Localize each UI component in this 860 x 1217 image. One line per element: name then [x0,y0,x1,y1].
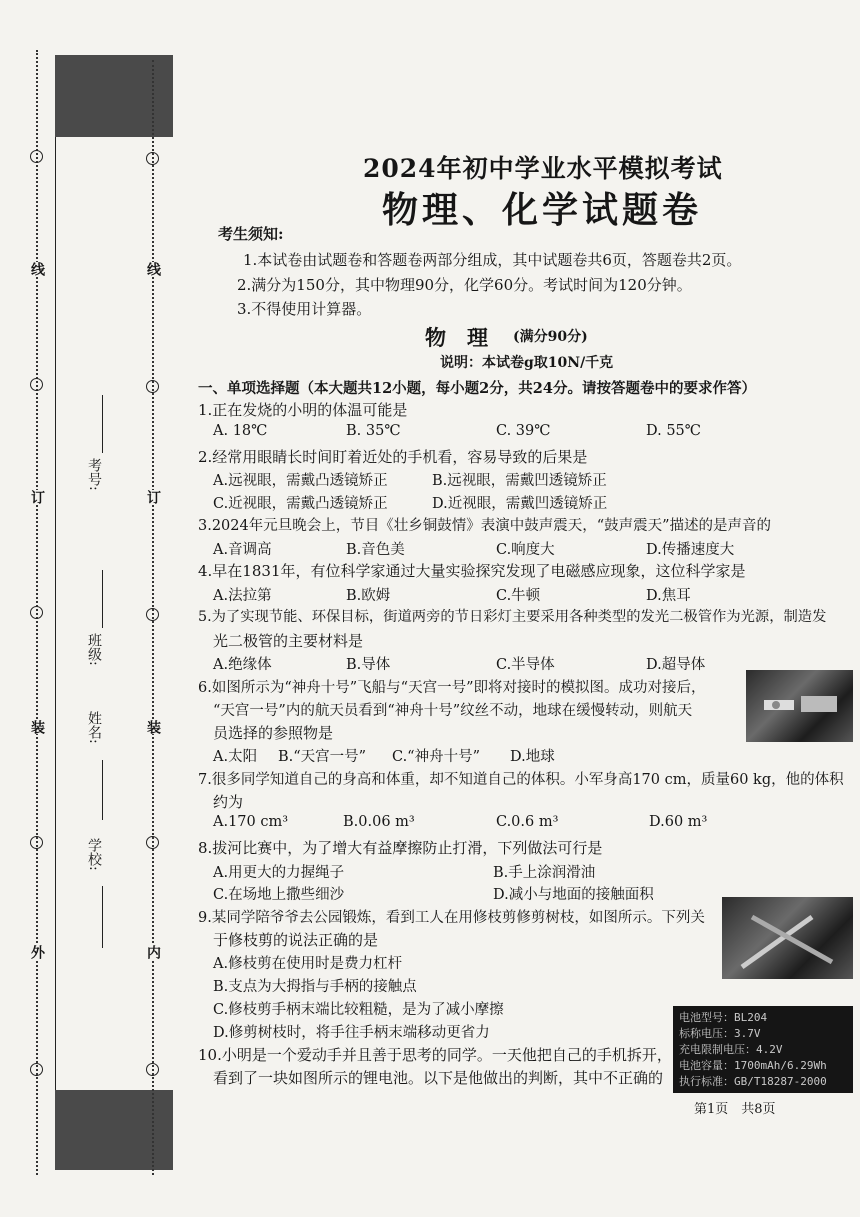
lithium-battery-label [673,1006,853,1093]
binding-hole [146,608,159,621]
q9-option-a: A.修枝剪在使用时是费力杠杆 [213,956,403,972]
q7-option-a: A.170 cm³ [213,814,289,830]
binding-border [55,137,56,1090]
outer-mark-ding: 订 [29,490,45,504]
q4-option-d: D.焦耳 [646,588,691,604]
inner-mark-xian: 线 [145,262,161,276]
inner-mark-zhuang: 装 [145,720,161,734]
q1-option-c: C. 39℃ [496,423,551,439]
question-3-stem: 3.2024年元旦晚会上，节目《壮乡铜鼓情》表演中鼓声震天，“鼓声震天”描述的是声音的 [198,518,772,534]
q2-option-c: C.近视眼，需戴凸透镜矫正 [213,496,388,512]
pruning-shears-icon [722,897,853,979]
physics-heading: 物 理 [425,325,488,350]
name-label: 姓名: [86,711,102,744]
physics-score: (满分90分) [513,329,588,345]
page-number: 第1页 共8页 [694,1102,776,1117]
name-field[interactable] [102,760,103,820]
q9-option-b: B.支点为大拇指与手柄的接触点 [213,979,417,995]
q6-option-c: C.“神舟十号” [392,749,481,765]
q2-option-d: D.近视眼，需戴凹透镜矫正 [432,496,608,512]
q9-option-c: C.修枝剪手柄末端比较粗糙，是为了减小摩擦 [213,1002,504,1018]
pruning-shears-image [722,897,853,979]
outer-mark-wai: 外 [29,945,45,959]
spacecraft-icon [746,670,853,742]
q7-option-c: C.0.6 m³ [496,814,559,830]
binding-hole [146,836,159,849]
q3-option-b: B.音色美 [346,542,405,558]
inner-mark-nei: 内 [145,945,161,959]
section-heading: 一、单项选择题（本大题共12小题，每小题2分，共24分。请按答题卷中的要求作答） [198,380,756,397]
question-5-stem: 5.为了实现节能、环保目标，街道两旁的节日彩灯主要采用各种类型的发光二极管作为光源，制造发 [198,609,827,625]
question-1-stem: 1.正在发烧的小明的体温可能是 [198,401,408,419]
class-field[interactable] [102,570,103,628]
question-4-stem: 4.早在1831年，有位科学家通过大量实验探究发现了电磁感应现象，这位科学家是 [198,562,746,580]
q4-option-a: A.法拉第 [213,588,272,604]
battery-line-5: 执行标准：GB/T18287-2000 [679,1075,827,1088]
binding-hole [146,152,159,165]
school-label: 学校: [86,838,102,871]
exam-number-label: 考号: [86,458,102,491]
spacecraft-docking-image [746,670,853,742]
binding-hole [30,150,43,163]
q5-option-d: D.超导体 [646,657,706,673]
q2-option-a: A.远视眼，需戴凸透镜矫正 [213,473,388,489]
question-5-stem-2: 光二极管的主要材料是 [213,632,364,650]
battery-line-2: 标称电压：3.7V [679,1027,761,1040]
question-10-stem-2: 看到了一块如图所示的锂电池。以下是他做出的判断，其中不正确的 [213,1069,664,1087]
school-field[interactable] [102,886,103,948]
q4-option-b: B.欧姆 [346,588,391,604]
q3-option-d: D.传播速度大 [646,542,735,558]
q4-option-c: C.牛顿 [496,588,541,604]
q2-option-b: B.远视眼，需戴凹透镜矫正 [432,473,607,489]
q7-option-b: B.0.06 m³ [343,814,415,830]
q9-option-d: D.修剪树枝时，将手往手柄末端移动更省力 [213,1025,490,1041]
binding-hole [30,1063,43,1076]
battery-line-1: 电池型号：BL204 [679,1011,768,1024]
battery-line-3: 充电限制电压：4.2V [679,1043,783,1056]
notice-heading: 考生须知: [218,225,284,243]
q3-option-c: C.响度大 [496,542,555,558]
binding-hole [30,606,43,619]
question-7-stem-2: 约为 [213,793,244,811]
notice-item-2: 2.满分为150分，其中物理90分，化学60分。考试时间为120分钟。 [237,276,692,294]
exam-subtitle: 物理、化学试题卷 [382,189,703,231]
q3-option-a: A.音调高 [213,542,272,558]
outer-mark-xian: 线 [29,262,45,276]
exam-title: 2024年初中学业水平模拟考试 [363,154,723,183]
q1-option-b: B. 35℃ [346,423,401,439]
q8-option-b: B.手上涂润滑油 [493,865,596,881]
inner-mark-ding: 订 [145,490,161,504]
binding-hole [146,380,159,393]
binding-hole [30,378,43,391]
binding-hole [30,836,43,849]
q7-option-d: D.60 m³ [649,814,708,830]
q8-option-c: C.在场地上撒些细沙 [213,887,345,903]
q6-option-d: D.地球 [510,749,555,765]
q5-option-b: B.导体 [346,657,391,673]
question-7-stem: 7.很多同学知道自己的身高和体重，却不知道自己的体积。小军身高170 cm，质量60 kg，他的体积 [198,772,844,788]
notice-item-1: 1.本试卷由试题卷和答题卷两部分组成，其中试题卷共6页，答题卷共2页。 [243,251,742,269]
question-8-stem: 8.拔河比赛中，为了增大有益摩擦防止打滑，下列做法可行是 [198,839,603,857]
binding-shade-top [55,55,173,137]
outer-mark-zhuang: 装 [29,720,45,734]
question-6-stem-2: “天宫一号”内的航天员看到“神舟十号”纹丝不动，地球在缓慢转动，则航天 [213,703,693,719]
battery-line-4: 电池容量：1700mAh/6.29Wh [679,1059,827,1072]
question-9-stem: 9.某同学陪爷爷去公园锻炼，看到工人在用修枝剪修剪树枝，如图所示。下列关 [198,910,705,926]
q5-option-a: A.绝缘体 [213,657,272,673]
q6-option-b: B.“天宫一号” [278,749,367,765]
physics-note: 说明：本试卷g取10N/千克 [440,355,614,371]
exam-number-field[interactable] [102,395,103,453]
q8-option-d: D.减小与地面的接触面积 [493,887,654,903]
question-2-stem: 2.经常用眼睛长时间盯着近处的手机看，容易导致的后果是 [198,448,588,466]
binding-shade-bottom [55,1090,173,1170]
q8-option-a: A.用更大的力握绳子 [213,865,345,881]
question-6-stem-3: 员选择的参照物是 [213,724,334,742]
binding-hole [146,1063,159,1076]
q1-option-a: A. 18℃ [213,423,268,439]
question-9-stem-2: 于修枝剪的说法正确的是 [213,931,379,949]
question-6-stem: 6.如图所示为“神舟十号”飞船与“天宫一号”即将对接时的模拟图。成功对接后， [198,680,706,696]
class-label: 班级: [86,633,102,666]
question-10-stem: 10.小明是一个爱动手并且善于思考的同学。一天他把自己的手机拆开， [198,1046,672,1064]
q5-option-c: C.半导体 [496,657,555,673]
notice-item-3: 3.不得使用计算器。 [237,300,372,318]
q1-option-d: D. 55℃ [646,423,701,439]
q6-option-a: A.太阳 [213,749,258,765]
